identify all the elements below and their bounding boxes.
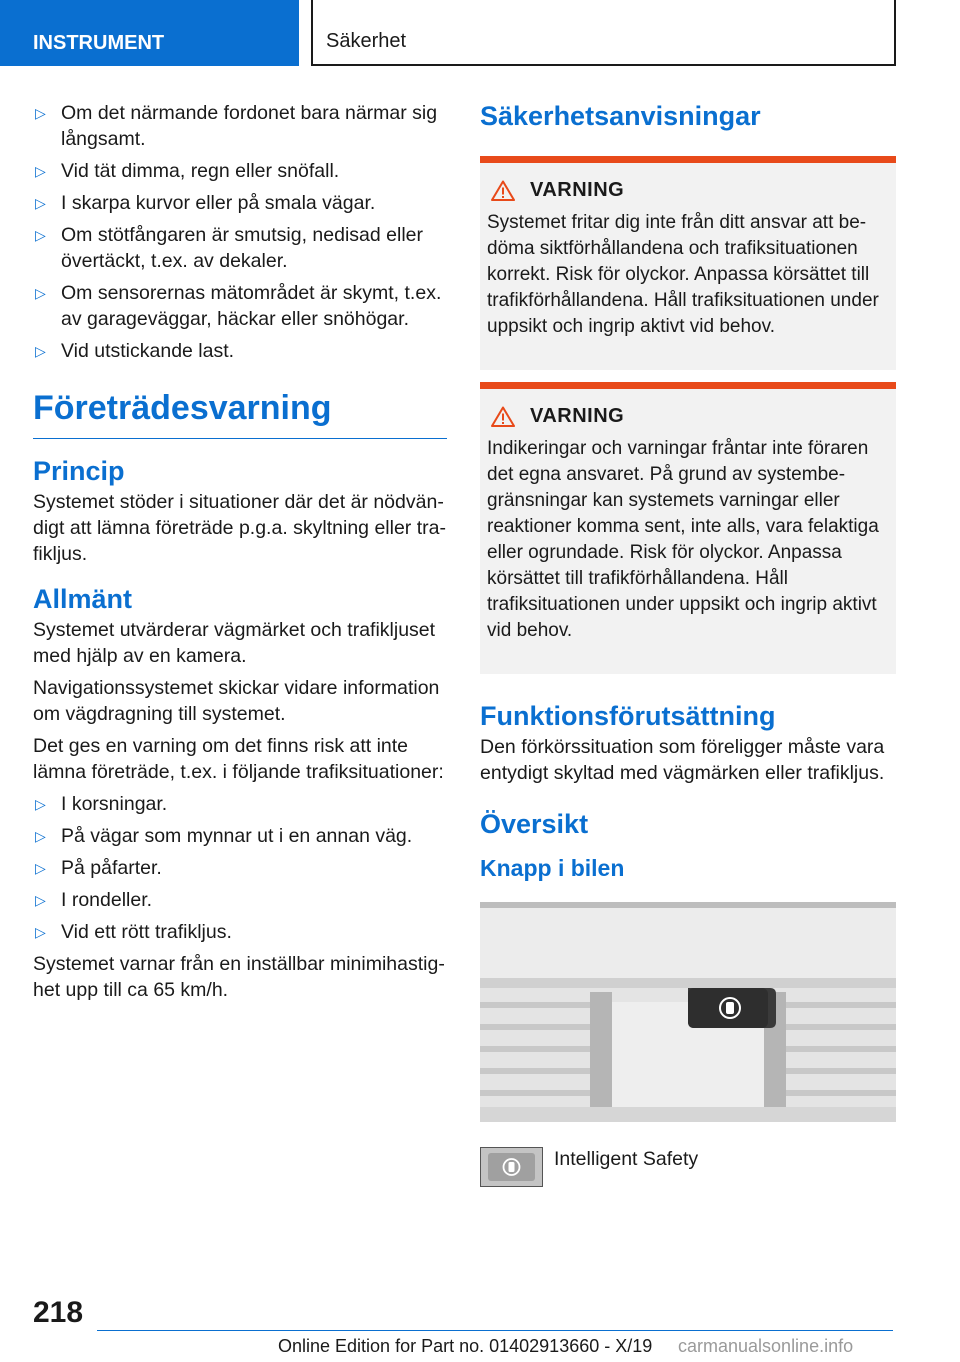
left-column bbox=[33, 100, 447, 1009]
triangle-bullet-icon: ▷ bbox=[35, 105, 46, 121]
list-item: ▷ I skarpa kurvor eller på smala vägar. bbox=[35, 192, 376, 214]
list-item: ▷ På vägar som mynnar ut i en annan väg. bbox=[35, 825, 413, 847]
allmant-heading: Allmänt bbox=[33, 584, 133, 614]
footer-divider bbox=[97, 1330, 893, 1331]
watermark: carmanualsonline.info bbox=[678, 1336, 854, 1356]
list-item: ▷ Vid tät dimma, regn eller snöfall. bbox=[35, 160, 340, 182]
section-title: Säkerhet bbox=[311, 0, 896, 66]
function-requirement-heading: Funktionsförutsättning bbox=[480, 701, 776, 731]
function-requirement-text: Den förkörssituation som föreligger måste vara entydigt skyltad med vägmärken eller trafikljus. bbox=[480, 736, 885, 784]
list-item: ▷ Vid utstickande last. bbox=[35, 340, 235, 362]
warning-box bbox=[480, 382, 896, 674]
list-item: ▷ Om det närmande fordonet bara närmar sig långsamt. bbox=[35, 102, 438, 150]
list-item: ▷ I korsningar. bbox=[35, 793, 168, 815]
allmant-paragraph-2: Navigationssystemet skickar vidare information om vägdragning till systemet. bbox=[33, 677, 440, 725]
triangle-bullet-icon: ▷ bbox=[35, 195, 46, 211]
list-item: ▷ Vid ett rött trafikljus. bbox=[35, 921, 232, 943]
triangle-bullet-icon: ▷ bbox=[35, 860, 46, 876]
bullet-list-limitations bbox=[33, 100, 447, 364]
chapter-tab[interactable]: INSTRUMENT bbox=[0, 0, 299, 66]
page-number: 218 bbox=[33, 1296, 84, 1329]
allmant-paragraph-4: Systemet varnar från en inställbar minimihastighet upp till ca 65 km/h. bbox=[33, 953, 445, 1001]
car-dashboard-photo bbox=[480, 902, 896, 1122]
warning-title: VARNING bbox=[487, 179, 888, 202]
safety-instructions-heading: Säkerhetsanvisningar bbox=[480, 101, 761, 131]
allmant-paragraph-1: Systemet utvärderar vägmärket och trafikljuset med hjälp av en kamera. bbox=[33, 619, 436, 667]
button-in-car-subheading: Knapp i bilen bbox=[480, 855, 625, 881]
caption-row bbox=[480, 1147, 896, 1187]
intelligent-safety-caption: Intelligent Safety bbox=[554, 1148, 699, 1170]
triangle-bullet-icon: ▷ bbox=[35, 892, 46, 908]
list-item: ▷ I rondeller. bbox=[35, 889, 153, 911]
triangle-bullet-icon: ▷ bbox=[35, 343, 46, 359]
bullet-list-situations bbox=[33, 791, 447, 945]
warning-text: Systemet fritar dig inte från ditt ansvar att bedöma siktförhållandena och trafiksituationen korrekt. Risk för olyckor. Anpassa körsättet till trafikförhållandena. Håll trafiksituationen under uppsikt och ingrip aktivt vid behov. bbox=[487, 212, 879, 337]
list-item: ▷ På påfarter. bbox=[35, 857, 162, 879]
intelligent-safety-button-icon bbox=[480, 1147, 543, 1187]
triangle-bullet-icon: ▷ bbox=[35, 227, 46, 243]
warning-triangle-icon bbox=[491, 406, 515, 427]
princip-text: Systemet stöder i situationer där det är nödvändigt att lämna företräde p.g.a. skyltning eller trafikljus. bbox=[33, 491, 446, 565]
right-column bbox=[480, 100, 896, 1187]
triangle-bullet-icon: ▷ bbox=[35, 828, 46, 844]
warning-text: Indikeringar och varningar fråntar inte föraren det egna ansvaret. På grund av systembegränsningar kan systemets varningar eller reaktioner komma sent, inte alls, vara felaktiga eller ogrundade. Risk för olyckor. Anpassa körsättet till trafikförhållandena. Håll trafiksituationen under uppsikt och ingrip aktivt vid behov. bbox=[487, 438, 879, 641]
triangle-bullet-icon: ▷ bbox=[35, 796, 46, 812]
triangle-bullet-icon: ▷ bbox=[35, 924, 46, 940]
warning-title: VARNING bbox=[487, 405, 888, 428]
list-item: ▷ Om stötfångaren är smutsig, nedisad eller övertäckt, t.ex. av dekaler. bbox=[35, 224, 424, 272]
allmant-paragraph-3: Det ges en varning om det finns risk att inte lämna företräde, t.ex. i följande trafiksituationer: bbox=[33, 735, 444, 783]
list-item: ▷ Om sensorernas mätområdet är skymt, t.ex. av garageväggar, häckar eller snöhögar. bbox=[35, 282, 442, 330]
princip-heading: Princip bbox=[33, 456, 125, 486]
footer-edition-text: Online Edition for Part no. 01402913660 - X/19 bbox=[278, 1336, 653, 1356]
overview-heading: Översikt bbox=[480, 809, 589, 839]
warning-triangle-icon bbox=[491, 180, 515, 201]
triangle-bullet-icon: ▷ bbox=[35, 163, 46, 179]
chapter-heading: Företrädesvarning bbox=[33, 388, 447, 439]
triangle-bullet-icon: ▷ bbox=[35, 285, 46, 301]
warning-box bbox=[480, 156, 896, 370]
